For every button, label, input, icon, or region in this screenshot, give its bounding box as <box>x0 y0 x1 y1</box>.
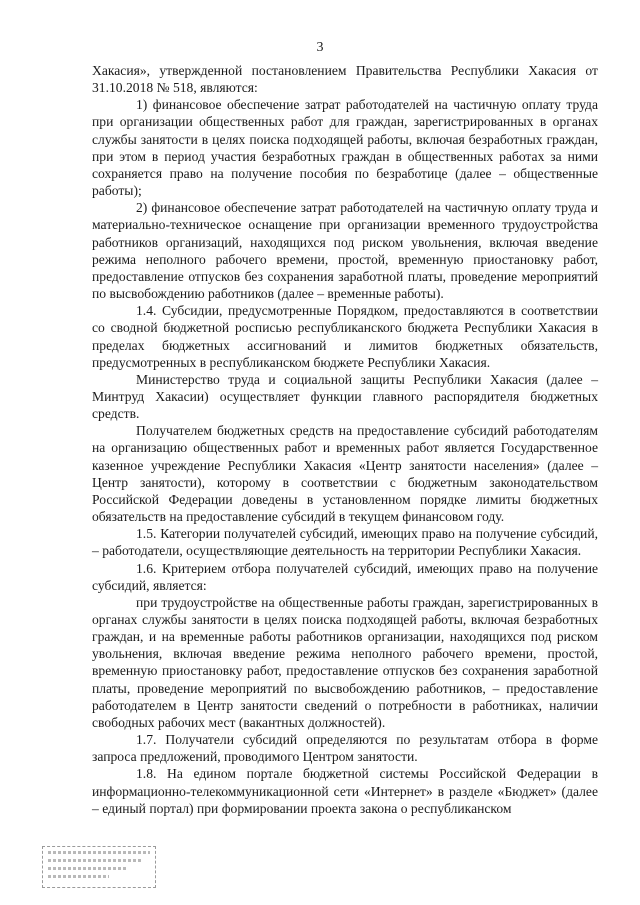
paragraph-1-6: 1.6. Критерием отбора получателей субсидий, имеющих право на получение субсидий, является: <box>92 560 598 593</box>
paragraph-item-1: 1) финансовое обеспечение затрат работодателей на частичную оплату труда при организации общественных работ для граждан, зарегистрированных в органах службы занятости в целях поиска подходящей работы, включая безработных граждан, при этом в период участия безработных граждан в общественных работах за ними сохраняется право на получение пособия по безработице (далее – общественные работы); <box>92 97 598 199</box>
stamp-line <box>48 851 150 854</box>
page-number: 3 <box>316 40 324 55</box>
paragraph-item-2: 2) финансовое обеспечение затрат работодателей на частичную оплату труда и материально-техническое оснащение при организации временного трудоустройства работников организаций, находящихся под риском увольнения, включая введение режима неполного рабочего времени, простой, временную приостановку работ, предоставление отпусков без сохранения заработной платы, проведение мероприятий по высвобождению работников (далее – временные работы). <box>92 200 598 302</box>
paragraph-ministry: Министерство труда и социальной защиты Республики Хакасия (далее – Минтруд Хакасии) осуществляет функции главного распорядителя бюджетных средств. <box>92 371 598 422</box>
paragraph-recipient: Получателем бюджетных средств на предоставление субсидий работодателям на организацию общественных работ и временных работ является Государственное казенное учреждение Республики Хакасия «Центр занятости населения» (далее – Центр занятости), которому в соответствии с бюджетным законодательством Российской Федерации доведены в установленном порядке лимиты бюджетных обязательств на предоставление субсидий в текущем финансовом году. <box>92 423 598 525</box>
stamp-line <box>48 875 109 878</box>
paragraph-1-4: 1.4. Субсидии, предусмотренные Порядком, предоставляются в соответствии со сводной бюджетной росписью республиканского бюджета Республики Хакасия в пределах бюджетных ассигнований и лимитов бюджетных обязательств, предусмотренных в республиканском бюджете Республики Хакасия. <box>92 303 598 370</box>
paragraph-1-5: 1.5. Категории получателей субсидий, имеющих право на получение субсидий, – работодатели, осуществляющие деятельность на территории Республики Хакасия. <box>92 526 598 559</box>
stamp-line <box>48 859 142 862</box>
stamp-line <box>48 867 128 870</box>
paragraph-criteria: при трудоустройстве на общественные работы граждан, зарегистрированных в органах службы занятости в целях поиска подходящей работы, включая безработных граждан, и на временные работы работников организации, находящихся под риском увольнения, включая введение режима неполного рабочего времени, простой, временную приостановку работ, предоставление отпусков без сохранения заработной платы, проведение мероприятий по высвобождению работников, – предоставление работодателем в Центр занятости сведений о потребности в работниках, наличии свободных рабочих мест (вакантных должностей). <box>92 594 598 730</box>
paragraph-continuation: Хакасия», утвержденной постановлением Правительства Республики Хакасия от 31.10.2018 № 518, являются: <box>92 63 598 96</box>
paragraph-1-8: 1.8. На едином портале бюджетной системы Российской Федерации в информационно-телекоммуникационной сети «Интернет» в разделе «Бюджет» (далее – единый портал) при формировании проекта закона о республиканском <box>92 766 598 816</box>
registration-stamp <box>42 846 156 888</box>
document-body <box>92 62 598 817</box>
paragraph-1-7: 1.7. Получатели субсидий определяются по результатам отбора в форме запроса предложений, проводимого Центром занятости. <box>92 732 598 765</box>
